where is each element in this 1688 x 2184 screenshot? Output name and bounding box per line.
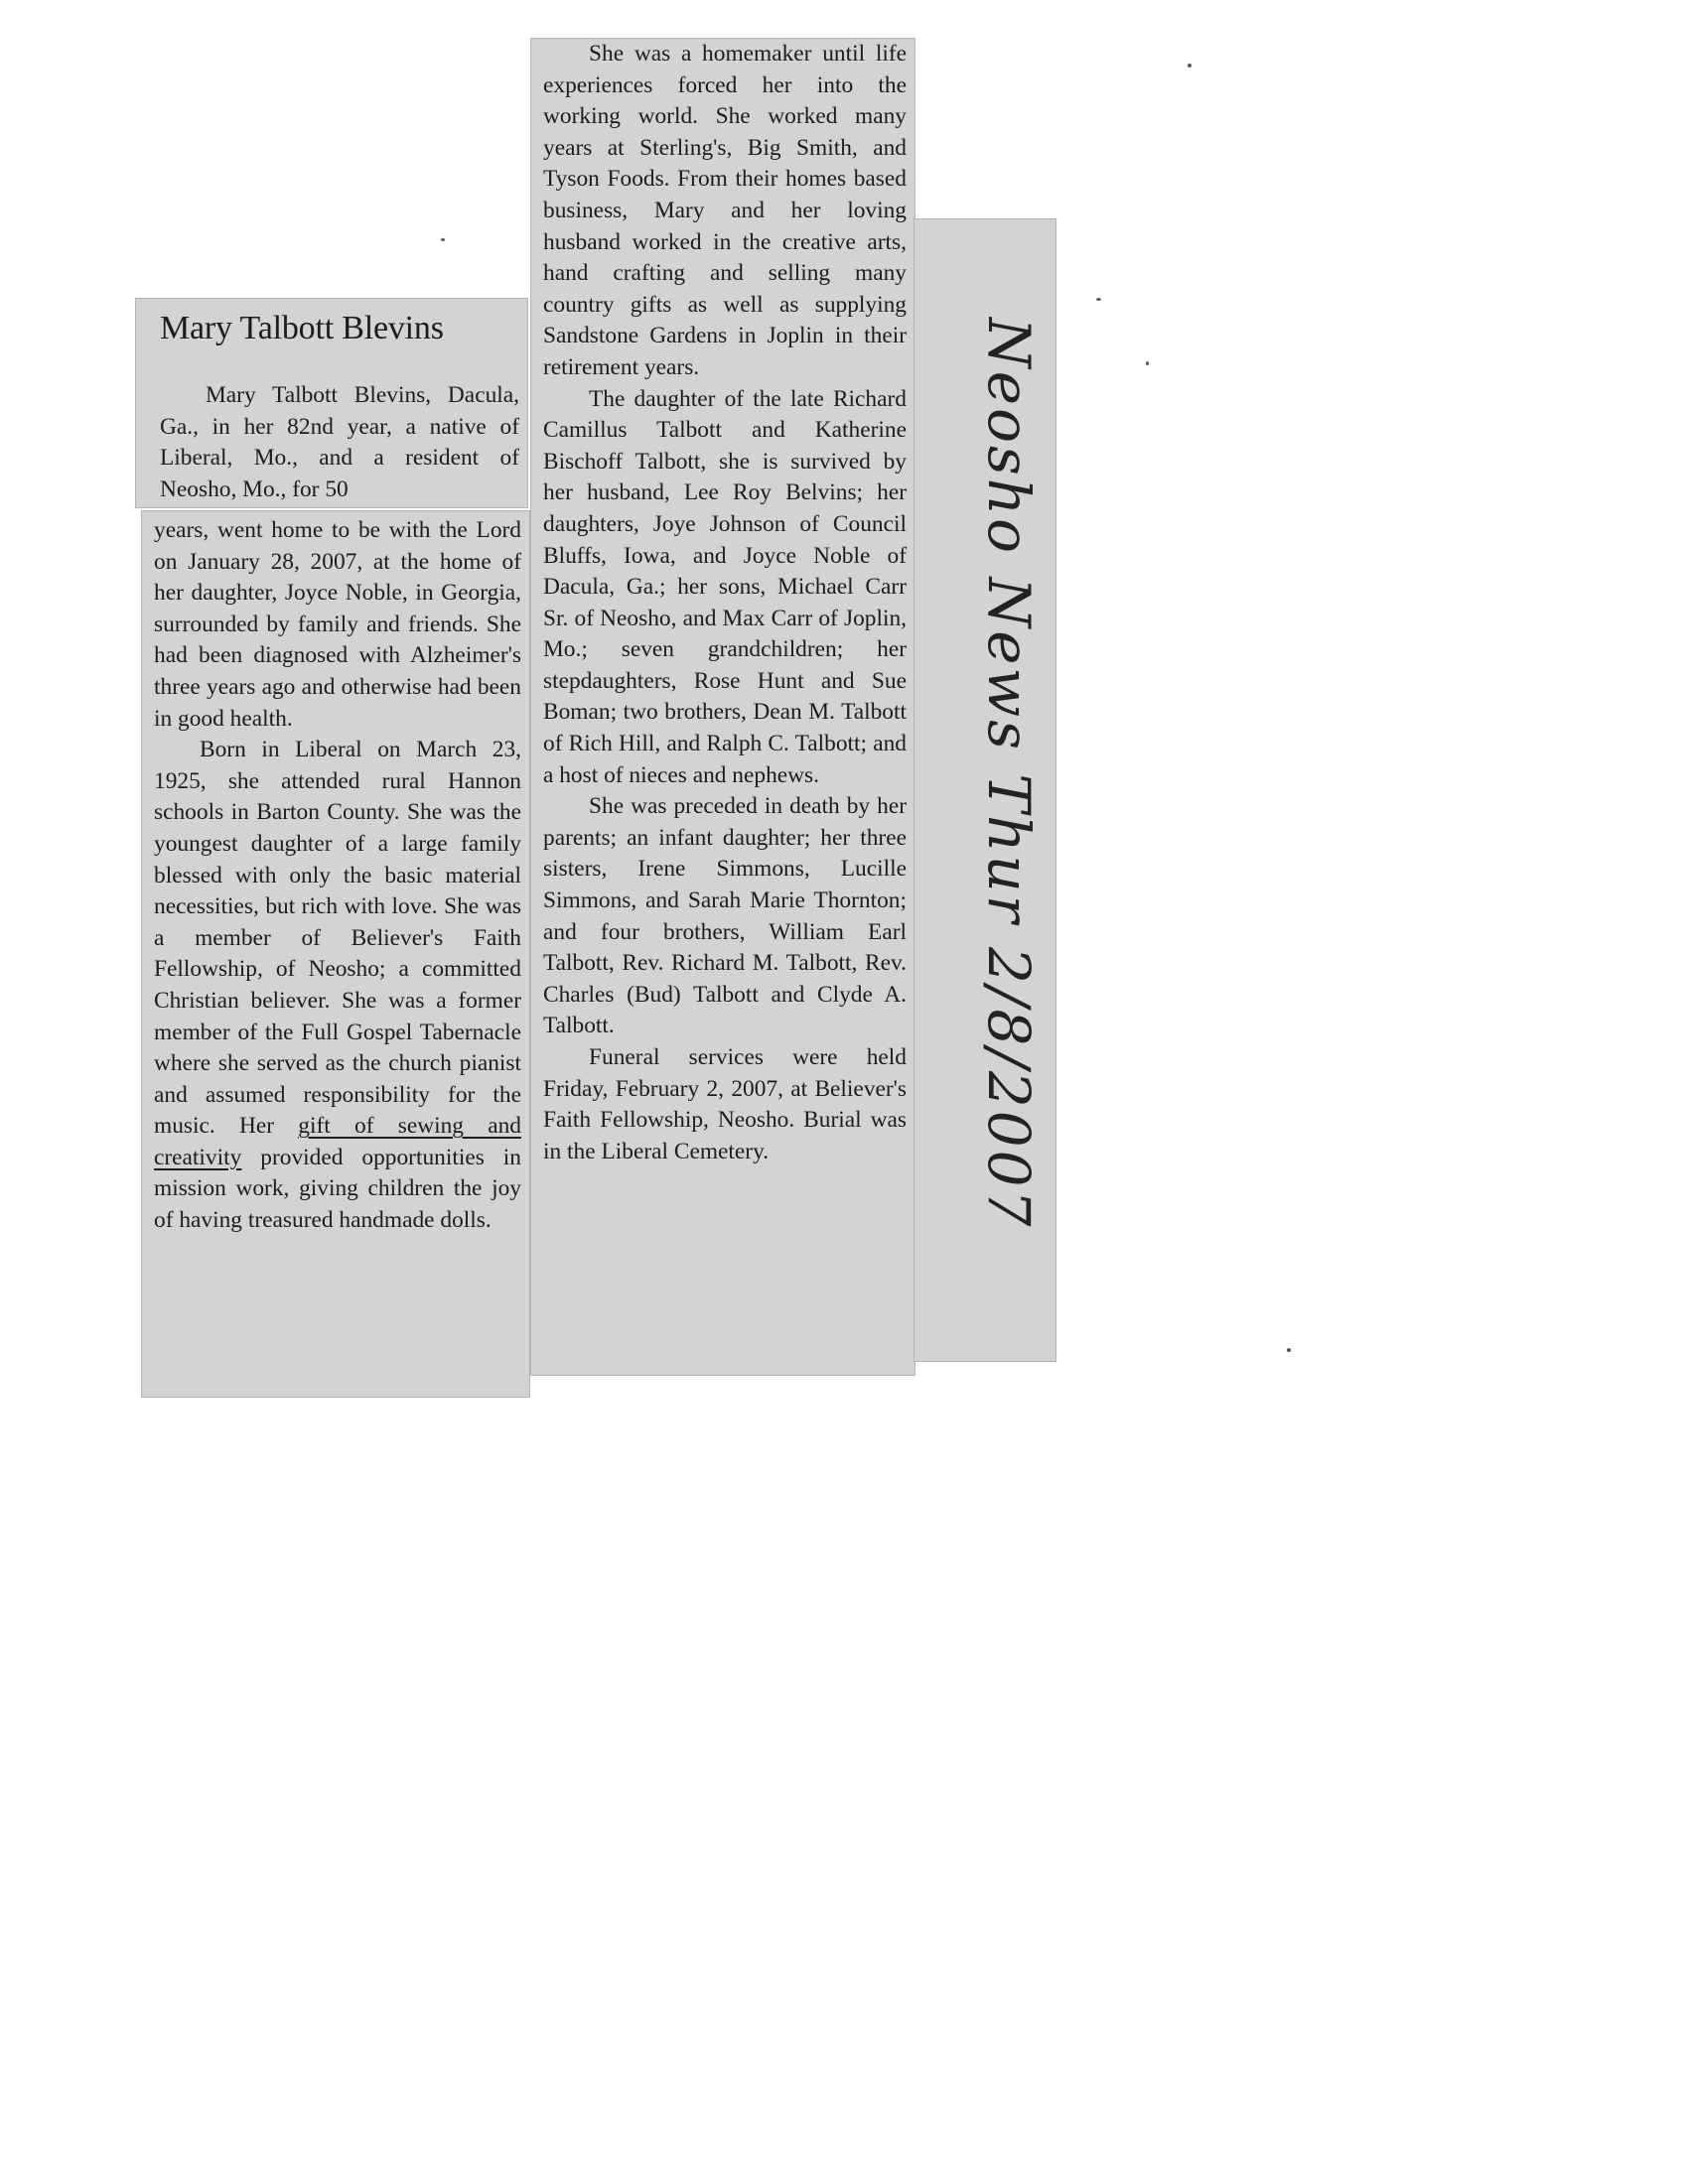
intro-paragraph: Mary Talbott Blevins, Dacula, Ga., in her 82nd year, a native of Liberal, Mo., and a resident of Neosho, Mo., for 50 <box>160 382 519 502</box>
scan-speck <box>1096 298 1101 301</box>
scan-speck <box>1188 64 1192 68</box>
born-paragraph-closing: provided opportunities in mission work, giving children the joy of having treasured handmade dolls. <box>154 1144 521 1234</box>
underlined-phrase: gift of sewing and creativity <box>154 1113 521 1170</box>
clipping-column-one <box>141 510 530 1398</box>
preceded-paragraph: She was preceded in death by her parents; an infant daughter; her three sisters, Irene Simmons, Lucille Simmons, and Sarah Marie Thornton; and four brothers, William Earl Talbott, Rev. Richard M. Talbott, Rev. Charles (Bud) Talbott and Clyde A. Talbott. <box>543 793 907 1039</box>
scan-speck <box>1146 361 1149 365</box>
family-paragraph: The daughter of the late Richard Camillus Talbott and Katherine Bischoff Talbott, she is survived by her husband, Lee Roy Belvins; her daughters, Joye Johnson of Council Bluffs, Iowa, and Joyce Noble of Dacula, Ga.; her sons, Michael Carr Sr. of Neosho, and Max Carr of Joplin, Mo.; seven grandchildren; her stepdaughters, Rose Hunt and Sue Boman; two brothers, Dean M. Talbott of Rich Hill, and Ralph C. Talbott; and a host of nieces and nephews. <box>543 385 907 788</box>
born-paragraph-text: Born in Liberal on March 23, 1925, she attended rural Hannon schools in Barton County. She was the youngest daughter of a large family blessed with only the basic material necessities, but rich with love. She was a member of Believer's Faith Fellowship, of Neosho; a committed Christian believer. She was a former member of the Full Gospel Tabernacle where she served as the church pianist and assumed responsibility for the music. Her <box>154 737 521 1140</box>
homemaker-paragraph: She was a homemaker until life experiences forced her into the working world. She worked many years at Sterling's, Big Smith, and Tyson Foods. From their homes based business, Mary and her loving husband worked in the creative arts, hand crafting and selling many country gifts as well as supplying Sandstone Gardens in Joplin in their retirement years. <box>543 41 907 380</box>
scan-speck <box>1287 1348 1291 1352</box>
born-paragraph <box>154 735 521 1237</box>
handwritten-source-note: Neosho News Thur 2/8/2007 <box>975 318 1043 1230</box>
scan-speck <box>441 238 445 241</box>
clipping-headline-block <box>135 298 528 508</box>
clipping-column-two <box>530 38 915 1376</box>
funeral-paragraph: Funeral services were held Friday, February 2, 2007, at Believer's Faith Fellowship, Neosho. Burial was in the Liberal Cemetery. <box>543 1044 907 1164</box>
column-one-continued: years, went home to be with the Lord on January 28, 2007, at the home of her daughter, Joyce Noble, in Georgia, surrounded by family and friends. She had been diagnosed with Alzheimer's three years ago and otherwise had been in good health. <box>154 517 521 732</box>
obituary-headline: Mary Talbott Blevins <box>160 310 444 346</box>
